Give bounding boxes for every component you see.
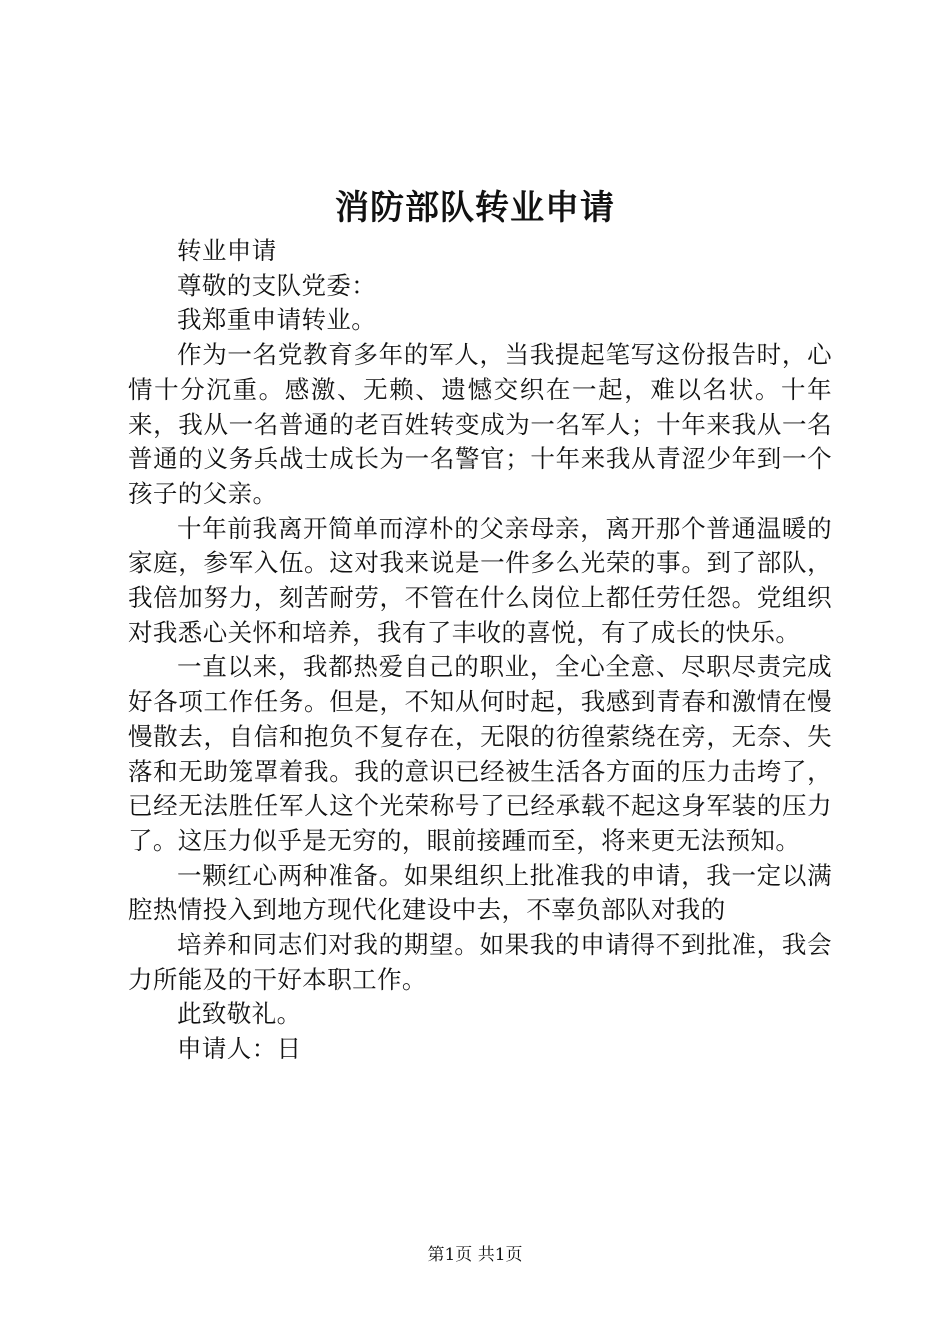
paragraph-signature: 申请人：日 bbox=[177, 1034, 302, 1064]
paragraph-subject: 转业申请 bbox=[177, 236, 277, 265]
paragraph-body-2: 十年前我离开简单而淳朴的父亲母亲，离开那个普通温暖的家庭，参军入伍。这对我来说是一件多么光荣的事。到了部队，我倍加努力，刻苦耐劳，不管在什么岗位上都任劳任怨。党组织对我悉心关怀和培养，我有了丰收的喜悦，有了成长的快乐。 bbox=[128, 513, 832, 647]
paragraph-body-3: 一直以来，我都热爱自己的职业，全心全意、尽职尽责完成好各项工作任务。但是，不知从何时起，我感到青春和激情在慢慢散去，自信和抱负不复存在，无限的彷徨萦绕在旁，无奈、失落和无助笼罩着我。我的意识已经被生活各方面的压力击垮了，已经无法胜任军人这个光荣称号了已经承载不起这身军装的压力了。这压力似乎是无穷的，眼前接踵而至，将来更无法预知。 bbox=[128, 652, 832, 855]
document-body bbox=[128, 234, 832, 1067]
document-title: 消防部队转业申请 bbox=[335, 188, 615, 228]
paragraph-closing: 此致敬礼。 bbox=[177, 999, 302, 1029]
page-number: 第1页 共1页 bbox=[427, 1245, 523, 1265]
paragraph-body-4: 一颗红心两种准备。如果组织上批准我的申请，我一定以满腔热情投入到地方现代化建设中去，不辜负部队对我的 bbox=[128, 860, 832, 925]
paragraph-body-5: 培养和同志们对我的期望。如果我的申请得不到批准，我会力所能及的干好本职工作。 bbox=[128, 930, 832, 994]
paragraph-request: 我郑重申请转业。 bbox=[177, 305, 377, 335]
paragraph-body-1: 作为一名党教育多年的军人，当我提起笔写这份报告时，心情十分沉重。感激、无赖、遗憾交织在一起，难以名状。十年来，我从一名普通的老百姓转变成为一名军人；十年来我从一名普通的义务兵战士成长为一名警官；十年来我从青涩少年到一个孩子的父亲。 bbox=[128, 340, 832, 508]
paragraph-salutation: 尊敬的支队党委： bbox=[177, 270, 377, 300]
